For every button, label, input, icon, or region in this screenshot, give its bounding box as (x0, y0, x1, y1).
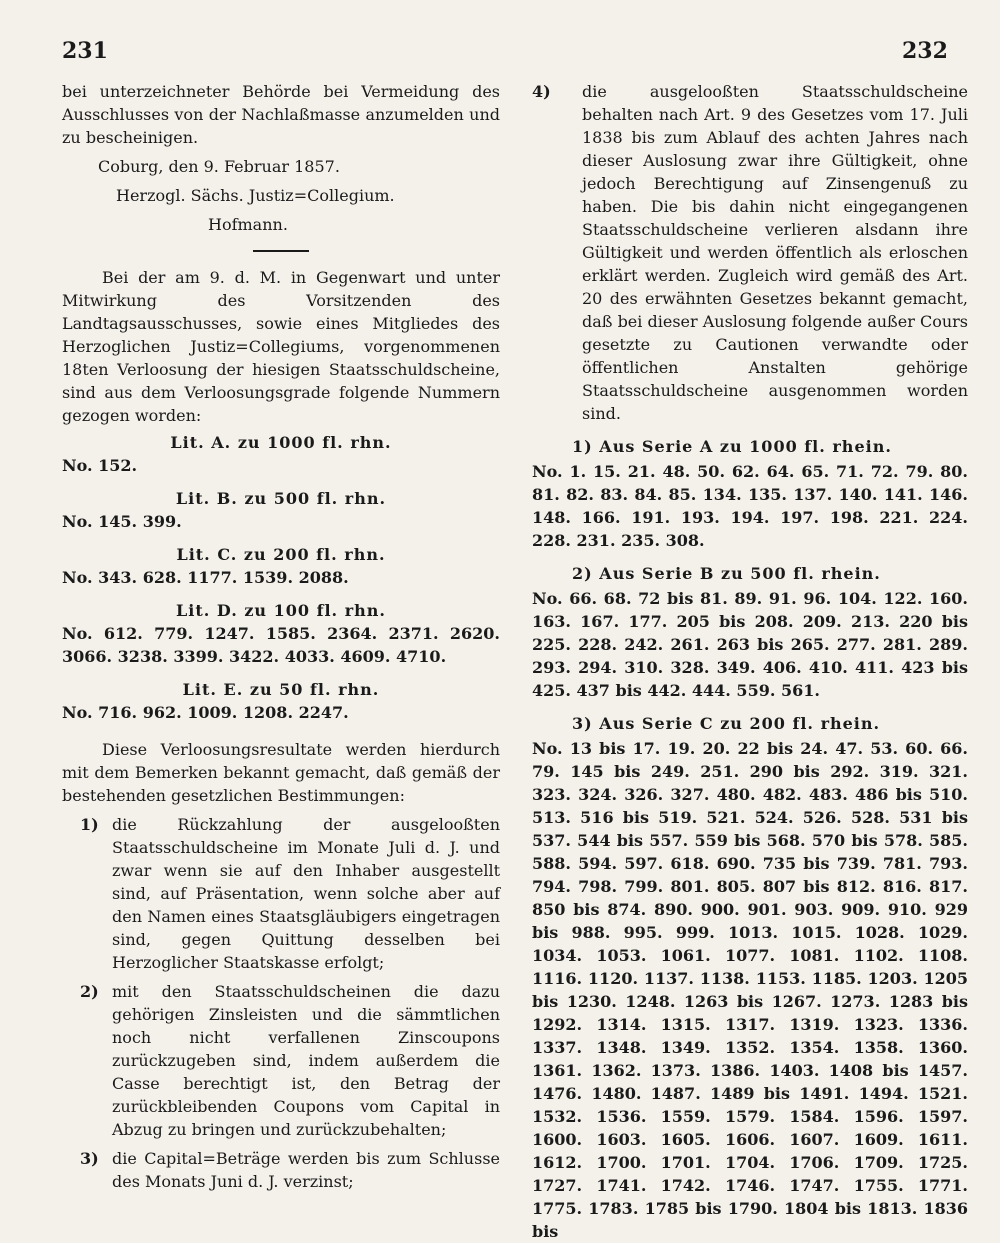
section-divider (253, 250, 309, 252)
item-text: die Capital=Beträge werden bis zum Schlusse des Monats Juni d. J. verzinst; (112, 1149, 500, 1191)
page-number-left: 231 (62, 38, 108, 64)
item-text: die ausgelooßten Staatsschuldscheine behalten nach Art. 9 des Gesetzes vom 17. Juli 1838 bis zum Ablauf des achten Jahres nach dieser Auslosung zwar ihre Gültigkeit, ohne jedoch Berechtigung auf Zinsengenuß zu haben. Die bis dahin nicht eingegangenen Staatsschuldscheine verlieren alsdann ihre Gültigkeit und werden öffentlich als erloschen erklärt werden. Zugleich wird gemäß des Art. 20 des erwähnten Gesetzes bekannt gemacht, daß bei dieser Auslosung folgende außer Cours gesetzte zu Cautionen verwandte oder öffentlichen Anstalten gehörige Staatsschuldscheine ausgenommen worden sind. (582, 82, 968, 423)
condition-item (62, 980, 500, 1141)
lit-heading: Lit. A. zu 1000 fl. rhn. (170, 433, 392, 452)
item-marker: 2) (80, 982, 99, 1001)
serie-numbers: No. 13 bis 17. 19. 20. 22 bis 24. 47. 53. 60. 66. 79. 145 bis 249. 251. 290 bis 292. 319. 321. 323. 324. 326. 327. 480. 482. 483. 486 bis 510. 513. 516 bis 519. 521. 524. 526. 528. 531 bis 537. 544 bis 557. 559 bis 568. 570 bis 578. 585. 588. 594. 597. 618. 690. 735 bis 739. 781. 793. 794. 798. 799. 801. 805. 807 bis 812. 816. 817. 850 bis 874. 890. 900. 901. 903. 909. 910. 929 bis 988. 995. 999. 1013. 1015. 1028. 1029. 1034. 1053. 1061. 1077. 1081. 1102. 1108. 1116. 1120. 1137. 1138. 1153. 1185. 1203. 1205 bis 1230. 1248. 1263 bis 1267. 1273. 1283 bis 1292. 1314. 1315. 1317. 1319. 1323. 1336. 1337. 1348. 1349. 1352. 1354. 1358. 1360. 1361. 1362. 1373. 1386. 1403. 1408 bis 1457. 1476. 1480. 1487. 1489 bis 1491. 1494. 1521. 1532. 1536. 1559. 1579. 1584. 1596. 1597. 1600. 1603. 1605. 1606. 1607. 1609. 1611. 1612. 1700. 1701. 1704. 1706. 1709. 1725. 1727. 1741. 1742. 1746. 1747. 1755. 1771. 1775. 1783. 1785 bis 1790. 1804 bis 1813. 1836 bis (532, 739, 968, 1241)
item-text: mit den Staatsschuldscheinen die dazu gehörigen Zinsleisten und die sämmtlichen noch nicht verfallenen Zinscoupons zurückzugeben sind, indem außerdem die Casse berechtigt ist, den Betrag der zurückbleibenden Coupons vom Capital in Abzug zu bringen und zurückzubehalten; (112, 982, 500, 1139)
item-text: die Rückzahlung der ausgelooßten Staatsschuldscheine im Monate Juli d. J. und zwar wenn sie auf den Inhaber ausgestellt sind, auf Präsentation, wenn solche aber auf den Namen eines Staatsgläubigers eingetragen sind, gegen Quittung desselben bei Herzoglicher Staatskasse erfolgt; (112, 815, 500, 972)
serie-marker: 3) (572, 714, 593, 733)
lit-numbers: No. 145. 399. (62, 512, 182, 531)
condition-item (62, 813, 500, 974)
serie-marker: 1) (572, 437, 593, 456)
serie-numbers: No. 66. 68. 72 bis 81. 89. 91. 96. 104. 122. 160. 163. 167. 177. 205 bis 208. 209. 213. 220 bis 225. 228. 242. 261. 263 bis 265. 277. 281. 289. 293. 294. 310. 328. 349. 406. 410. 411. 423 bis 425. 437 bis 442. 444. 559. 561. (532, 589, 968, 700)
lit-numbers: No. 612. 779. 1247. 1585. 2364. 2371. 2620. 3066. 3238. 3399. 3422. 4033. 4609. 4710. (62, 624, 500, 666)
serie-title: Aus Serie A zu 1000 fl. rhein. (599, 437, 892, 456)
date-line: Coburg, den 9. Februar 1857. (98, 157, 340, 176)
lit-heading: Lit. C. zu 200 fl. rhn. (176, 545, 386, 564)
item-marker: 1) (80, 815, 99, 834)
right-column (532, 80, 968, 1243)
lit-numbers: No. 716. 962. 1009. 1208. 2247. (62, 703, 349, 722)
serie-title: Aus Serie B zu 500 fl. rhein. (599, 564, 881, 583)
lit-heading: Lit. E. zu 50 fl. rhn. (182, 680, 380, 699)
serie-marker: 2) (572, 564, 593, 583)
results-text: Diese Verloosungsresultate werden hierdurch mit dem Bemerken bekannt gemacht, daß gemäß der bestehenden gesetzlichen Bestimmungen: (62, 740, 500, 805)
item-marker: 3) (80, 1149, 99, 1168)
condition-item (62, 1147, 500, 1193)
left-column (62, 80, 500, 1193)
lit-heading: Lit. B. zu 500 fl. rhn. (175, 489, 387, 508)
condition-item (532, 80, 968, 425)
item-marker: 4) (532, 82, 551, 101)
page-number-right: 232 (902, 38, 948, 64)
authority-line: Herzogl. Sächs. Justiz=Collegium. (116, 186, 395, 205)
lit-heading: Lit. D. zu 100 fl. rhn. (176, 601, 386, 620)
announcement-text: Bei der am 9. d. M. in Gegenwart und unter Mitwirkung des Vorsitzenden des Landtagsausschusses, sowie eines Mitgliedes des Herzoglichen Justiz=Collegiums, vorgenommenen 18ten Verloosung der hiesigen Staatsschuldscheine, sind aus dem Verloosungsgrade folgende Nummern gezogen worden: (62, 268, 500, 425)
signature: Hofmann. (208, 215, 288, 234)
serie-heading (532, 435, 968, 458)
intro-text: bei unterzeichneter Behörde bei Vermeidung des Ausschlusses von der Nachlaßmasse anzumelden und zu bescheinigen. (62, 82, 500, 147)
serie-heading (532, 712, 968, 735)
lit-numbers: No. 343. 628. 1177. 1539. 2088. (62, 568, 349, 587)
serie-heading (532, 562, 968, 585)
serie-numbers: No. 1. 15. 21. 48. 50. 62. 64. 65. 71. 72. 79. 80. 81. 82. 83. 84. 85. 134. 135. 137. 140. 141. 146. 148. 166. 191. 193. 194. 197. 198. 221. 224. 228. 231. 235. 308. (532, 462, 968, 550)
serie-title: Aus Serie C zu 200 fl. rhein. (599, 714, 881, 733)
lit-numbers: No. 152. (62, 456, 138, 475)
